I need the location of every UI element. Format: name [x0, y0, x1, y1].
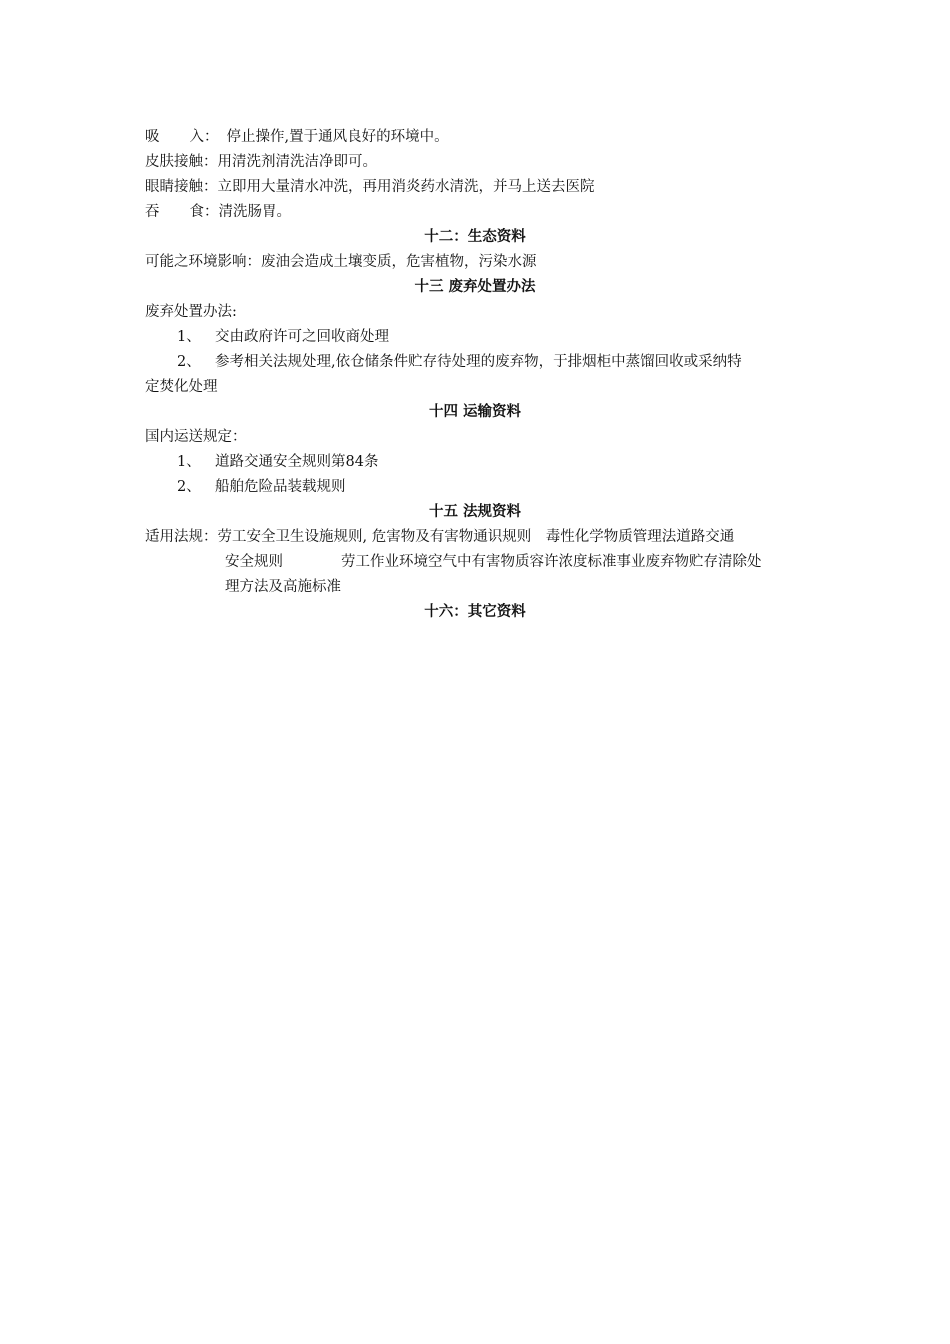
ingest-label-a: 吞 — [145, 204, 160, 220]
list-item-text: 船舶危险品装载规则 — [215, 479, 346, 495]
section12-text: 可能之环境影响：废油会造成土壤变质，危害植物，污染水源 — [145, 254, 537, 270]
section14-heading: 十四 运输资料 — [428, 404, 522, 420]
list-item-number: 2、 — [177, 479, 201, 495]
section15-line1 — [145, 527, 734, 547]
list-item-text: 道路交通安全规则第84条 — [215, 454, 379, 470]
list-item-text: 参考相关法规处理,依仓储条件贮存待处理的废弃物，于排烟柜中蒸馏回收或采纳特 — [215, 354, 742, 370]
section13-heading: 十三 废弃处置办法 — [414, 279, 536, 295]
list-item-number: 1、 — [177, 454, 201, 470]
first-aid-ingest — [145, 202, 291, 222]
section15-heading: 十五 法规资料 — [428, 504, 522, 520]
first-aid-eye — [145, 177, 595, 197]
regulations-text-2b: 劳工作业环境空气中有害物质容许浓度标准事业废弃物贮存清除处 — [341, 554, 762, 570]
first-aid-skin — [145, 152, 377, 172]
section13-item-2 — [177, 352, 742, 372]
section14-intro: 国内运送规定： — [145, 429, 247, 445]
section12-heading: 十二：生态资料 — [424, 229, 526, 245]
section14-item-1 — [177, 452, 378, 472]
regulations-text-2a: 安全规则 — [225, 554, 283, 570]
eye-text: 立即用大量清水冲洗，再用消炎药水清洗，并马上送去医院 — [217, 179, 595, 195]
section14-item-2 — [177, 477, 346, 497]
list-item-number: 1、 — [177, 329, 201, 345]
section15-line2 — [225, 552, 762, 572]
skin-text: 用清洗剂清洗洁净即可。 — [217, 154, 377, 170]
ingest-label-b: 食： — [189, 204, 219, 220]
list-item-text: 交由政府许可之回收商处理 — [215, 329, 389, 345]
inhale-label-a: 吸 — [145, 129, 160, 145]
section13-continuation: 定焚化处理 — [145, 379, 218, 395]
skin-label: 皮肤接触： — [145, 154, 218, 170]
regulations-label: 适用法规： — [145, 529, 218, 545]
list-item-number: 2、 — [177, 354, 201, 370]
ingest-text: 清洗肠胃。 — [218, 204, 291, 220]
section16-heading: 十六：其它资料 — [424, 604, 526, 620]
inhale-label-b: 入： — [189, 129, 219, 145]
eye-label: 眼睛接触： — [145, 179, 218, 195]
first-aid-inhale — [145, 127, 449, 147]
section15-line3: 理方法及高施标准 — [225, 579, 341, 595]
inhale-text: 停止操作,置于通风良好的环境中。 — [226, 129, 449, 145]
regulations-text-1: 劳工安全卫生设施规则, 危害物及有害物通识规则 毒性化学物质管理法道路交通 — [217, 529, 735, 545]
section13-item-1 — [177, 327, 389, 347]
section13-intro: 废弃处置办法: — [145, 304, 237, 320]
